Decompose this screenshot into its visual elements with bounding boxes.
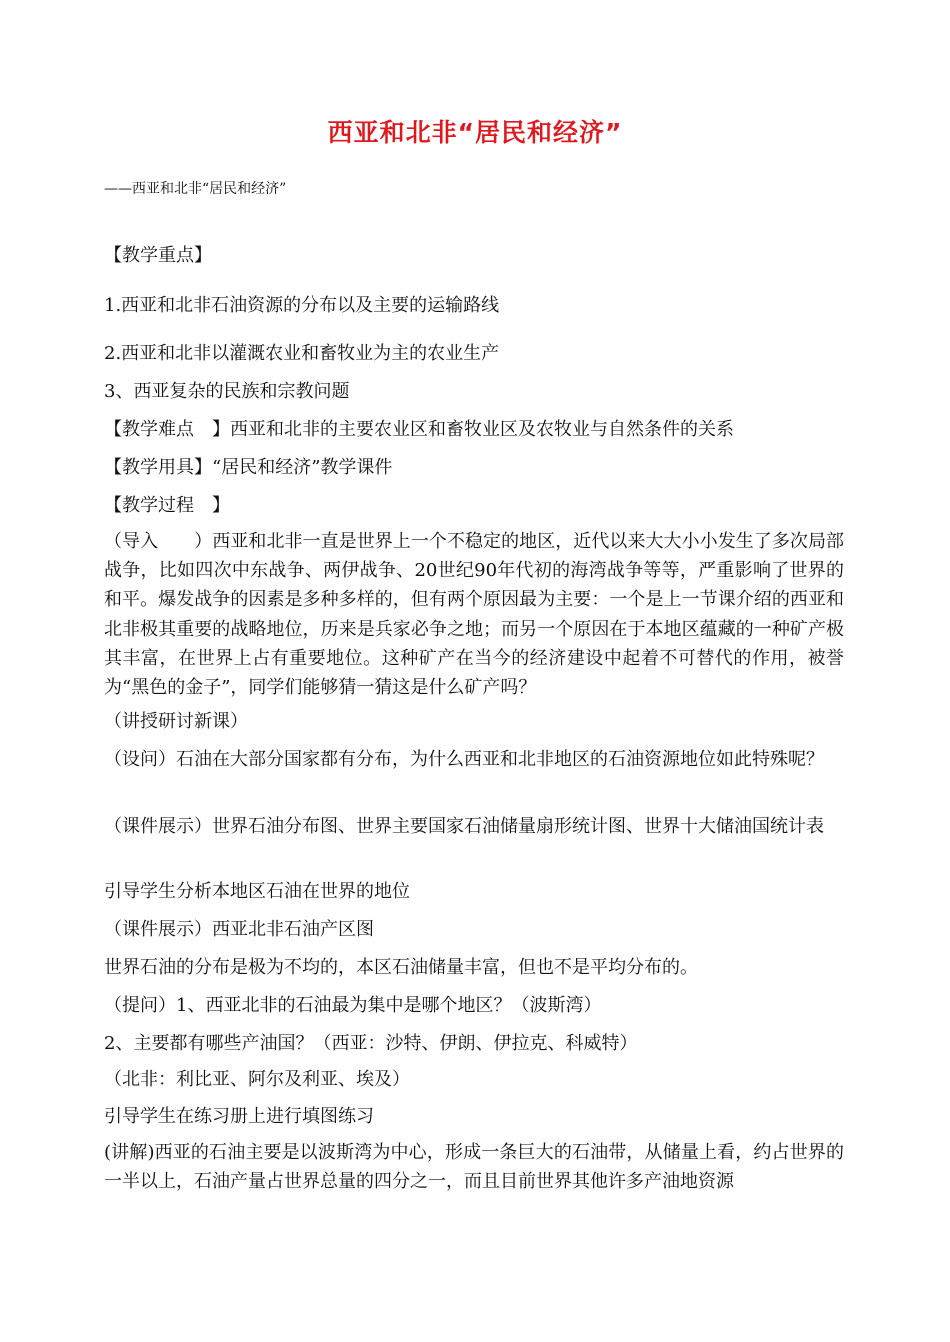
courseware-paragraph: （课件展示）世界石油分布图、世界主要国家石油储量扇形统计图、世界十大储油国统计表 <box>104 816 824 837</box>
document-subtitle: ——西亚和北非“居民和经济” <box>104 181 287 197</box>
guide-line-1: 引导学生分析本地区石油在世界的地位 <box>104 881 410 902</box>
courseware-line-2: （课件展示）西亚北非石油产区图 <box>104 919 374 940</box>
north-africa-line: （北非：利比亚、阿尔及利亚、埃及） <box>104 1069 410 1090</box>
key-point-1: 1.西亚和北非石油资源的分布以及主要的运输路线 <box>104 295 500 316</box>
key-point-2: 2.西亚和北非以灌溉农业和畜牧业为主的农业生产 <box>104 343 500 364</box>
ask-line-1: （提问）1、西亚北非的石油最为集中是哪个地区？（波斯湾） <box>104 995 602 1016</box>
section-heading-key-points: 【教学重点】 <box>104 245 212 266</box>
key-point-3: 3、西亚复杂的民族和宗教问题 <box>104 381 350 402</box>
guide-line-2: 引导学生在练习册上进行填图练习 <box>104 1106 374 1127</box>
section-heading-process: 【教学过程 】 <box>104 495 230 516</box>
tools-line: 【教学用具】“居民和经济”教学课件 <box>104 457 393 478</box>
question-paragraph: （设问）石油在大部分国家都有分布，为什么西亚和北非地区的石油资源地位如此特殊呢？ <box>104 749 824 770</box>
difficulty-line: 【教学难点 】西亚和北非的主要农业区和畜牧业区及农牧业与自然条件的关系 <box>104 419 734 440</box>
intro-paragraph: （导入 ）西亚和北非一直是世界上一个不稳定的地区，近代以来大大小小发生了多次局部战争，比如四次中东战争、两伊战争、20世纪90年代初的海湾战争等等，严重影响了世界的和平。爆发战争的因素是多种多样的，但有两个原因最为主要：一个是上一节课介绍的西亚和北非极其重要的战略地位，历来是兵家必争之地；而另一个原因在于本地区蕴藏的一种矿产极其丰富，在世界上占有重要地位。这种矿产在当今的经济建设中起着不可替代的作用，被誉为“黑色的金子”，同学们能够猜一猜这是什么矿产吗？ <box>104 531 844 699</box>
ask-line-2: 2、主要都有哪些产油国？（西亚：沙特、伊朗、伊拉克、科威特） <box>104 1033 638 1054</box>
new-lesson-line: （讲授研讨新课） <box>104 711 248 732</box>
distribution-line: 世界石油的分布是极为不均的，本区石油储量丰富，但也不是平均分布的。 <box>104 957 698 978</box>
document-title: 西亚和北非“居民和经济” <box>327 118 623 147</box>
explain-paragraph: (讲解)西亚的石油主要是以波斯湾为中心，形成一条巨大的石油带，从储量上看，约占世界的一半以上，石油产量占世界总量的四分之一，而且目前世界其他许多产油地资源 <box>104 1142 844 1193</box>
